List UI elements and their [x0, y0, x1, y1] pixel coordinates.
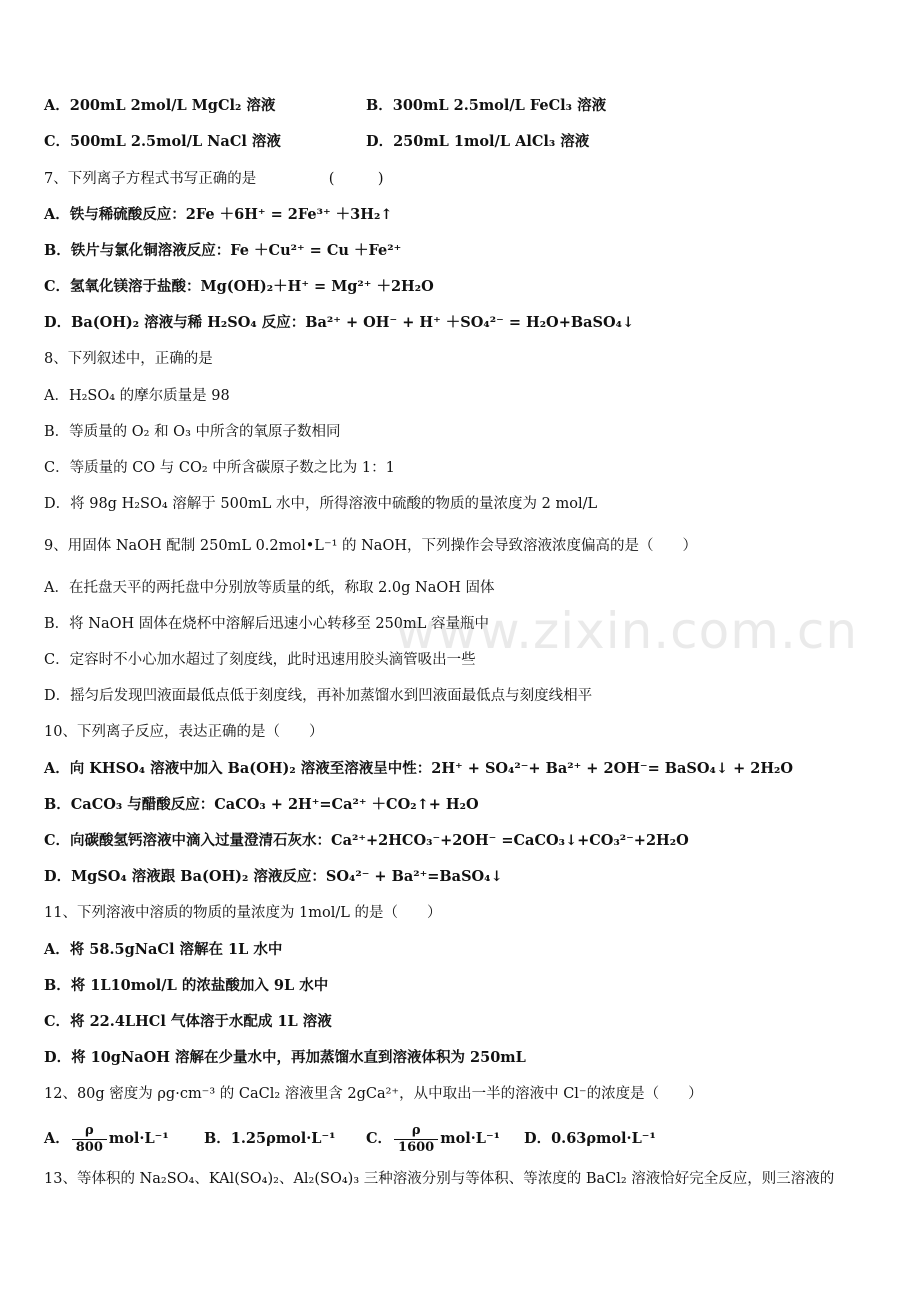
q9-stem: 9、用固体 NaOH 配制 250mL 0.2mol•L⁻¹ 的 NaOH，下列操作会导致溶液浓度偏高的是（ ）: [44, 538, 697, 554]
q7-option-d: D．Ba(OH)₂ 溶液与稀 H₂SO₄ 反应：Ba²⁺ + OH⁻ + H⁺ ＋SO₄²⁻ = H₂O+BaSO₄↓: [44, 314, 635, 331]
q10-stem: 10、下列离子反应，表达正确的是（ ）: [44, 724, 324, 740]
q7-stem: 7、下列离子方程式书写正确的是 ( ): [44, 171, 384, 187]
q7-option-c: C．氢氧化镁溶于盐酸：Mg(OH)₂＋H⁺ = Mg²⁺ ＋2H₂O: [44, 278, 434, 295]
q10-option-b: B．CaCO₃ 与醋酸反应：CaCO₃ + 2H⁺=Ca²⁺ ＋CO₂↑+ H₂O: [44, 796, 479, 813]
q11-option-b: B．将 1L10mol/L 的浓盐酸加入 9L 水中: [44, 977, 329, 994]
q12-option-b: B．1.25ρmol·L⁻¹: [204, 1130, 336, 1147]
q10-option-a: A．向 KHSO₄ 溶液中加入 Ba(OH)₂ 溶液至溶液呈中性：2H⁺ + SO₄²⁻+ Ba²⁺ + 2OH⁻= BaSO₄↓ + 2H₂O: [44, 760, 794, 777]
q6-option-b: B．300mL 2.5mol/L FeCl₃ 溶液: [366, 97, 607, 114]
q10-option-c: C．向碳酸氢钙溶液中滴入过量澄清石灰水：Ca²⁺+2HCO₃⁻+2OH⁻ =CaCO₃↓+CO₃²⁻+2H₂O: [44, 832, 689, 849]
q11-stem: 11、下列溶液中溶质的物质的量浓度为 1mol/L 的是（ ）: [44, 905, 442, 921]
q8-stem: 8、下列叙述中，正确的是: [44, 351, 213, 367]
q9-option-c: C．定容时不小心加水超过了刻度线，此时迅速用胶头滴管吸出一些: [44, 652, 476, 668]
q8-option-b: B．等质量的 O₂ 和 O₃ 中所含的氧原子数相同: [44, 424, 341, 440]
fraction: $\frac{\rho}{800}$: [72, 1123, 107, 1156]
q12-option-c: C． $\frac{\rho}{1600}$ mol·L⁻¹: [366, 1122, 501, 1155]
q6-option-a: A．200mL 2mol/L MgCl₂ 溶液: [44, 97, 276, 114]
q8-option-a: A．H₂SO₄ 的摩尔质量是 98: [44, 388, 230, 404]
q6-option-c: C．500mL 2.5mol/L NaCl 溶液: [44, 133, 281, 150]
watermark: www.zixin.com.cn: [395, 602, 859, 660]
q12-option-a: A． $\frac{\rho}{800}$ mol·L⁻¹: [44, 1122, 169, 1155]
q7-option-b: B．铁片与氯化铜溶液反应：Fe ＋Cu²⁺ = Cu ＋Fe²⁺: [44, 242, 402, 259]
fraction: $\frac{\rho}{1600}$: [394, 1123, 438, 1156]
q8-option-d: D．将 98g H₂SO₄ 溶解于 500mL 水中，所得溶液中硫酸的物质的量浓度为 2 mol/L: [44, 496, 598, 512]
q11-option-a: A．将 58.5gNaCl 溶解在 1L 水中: [44, 941, 283, 958]
q11-option-c: C．将 22.4LHCl 气体溶于水配成 1L 溶液: [44, 1013, 332, 1030]
q8-option-c: C．等质量的 CO 与 CO₂ 中所含碳原子数之比为 1：1: [44, 460, 395, 476]
q7-option-a: A．铁与稀硫酸反应：2Fe ＋6H⁺ = 2Fe³⁺ ＋3H₂↑: [44, 206, 393, 223]
q9-option-b: B．将 NaOH 固体在烧杯中溶解后迅速小心转移至 250mL 容量瓶中: [44, 616, 490, 632]
q9-option-a: A．在托盘天平的两托盘中分别放等质量的纸，称取 2.0g NaOH 固体: [44, 580, 495, 596]
q6-option-d: D．250mL 1mol/L AlCl₃ 溶液: [366, 133, 590, 150]
q10-option-d: D．MgSO₄ 溶液跟 Ba(OH)₂ 溶液反应：SO₄²⁻ + Ba²⁺=BaSO₄↓: [44, 868, 503, 885]
q11-option-d: D．将 10gNaOH 溶解在少量水中，再加蒸馏水直到溶液体积为 250mL: [44, 1049, 526, 1066]
q13-stem: 13、等体积的 Na₂SO₄、KAl(SO₄)₂、Al₂(SO₄)₃ 三种溶液分别与等体积、等浓度的 BaCl₂ 溶液恰好完全反应，则三溶液的: [44, 1171, 835, 1187]
q9-option-d: D．摇匀后发现凹液面最低点低于刻度线，再补加蒸馏水到凹液面最低点与刻度线相平: [44, 688, 593, 704]
q12-stem: 12、80g 密度为 ρg·cm⁻³ 的 CaCl₂ 溶液里含 2gCa²⁺，从中取出一半的溶液中 Cl⁻的浓度是（ ）: [44, 1086, 703, 1102]
q12-option-d: D．0.63ρmol·L⁻¹: [524, 1130, 656, 1147]
